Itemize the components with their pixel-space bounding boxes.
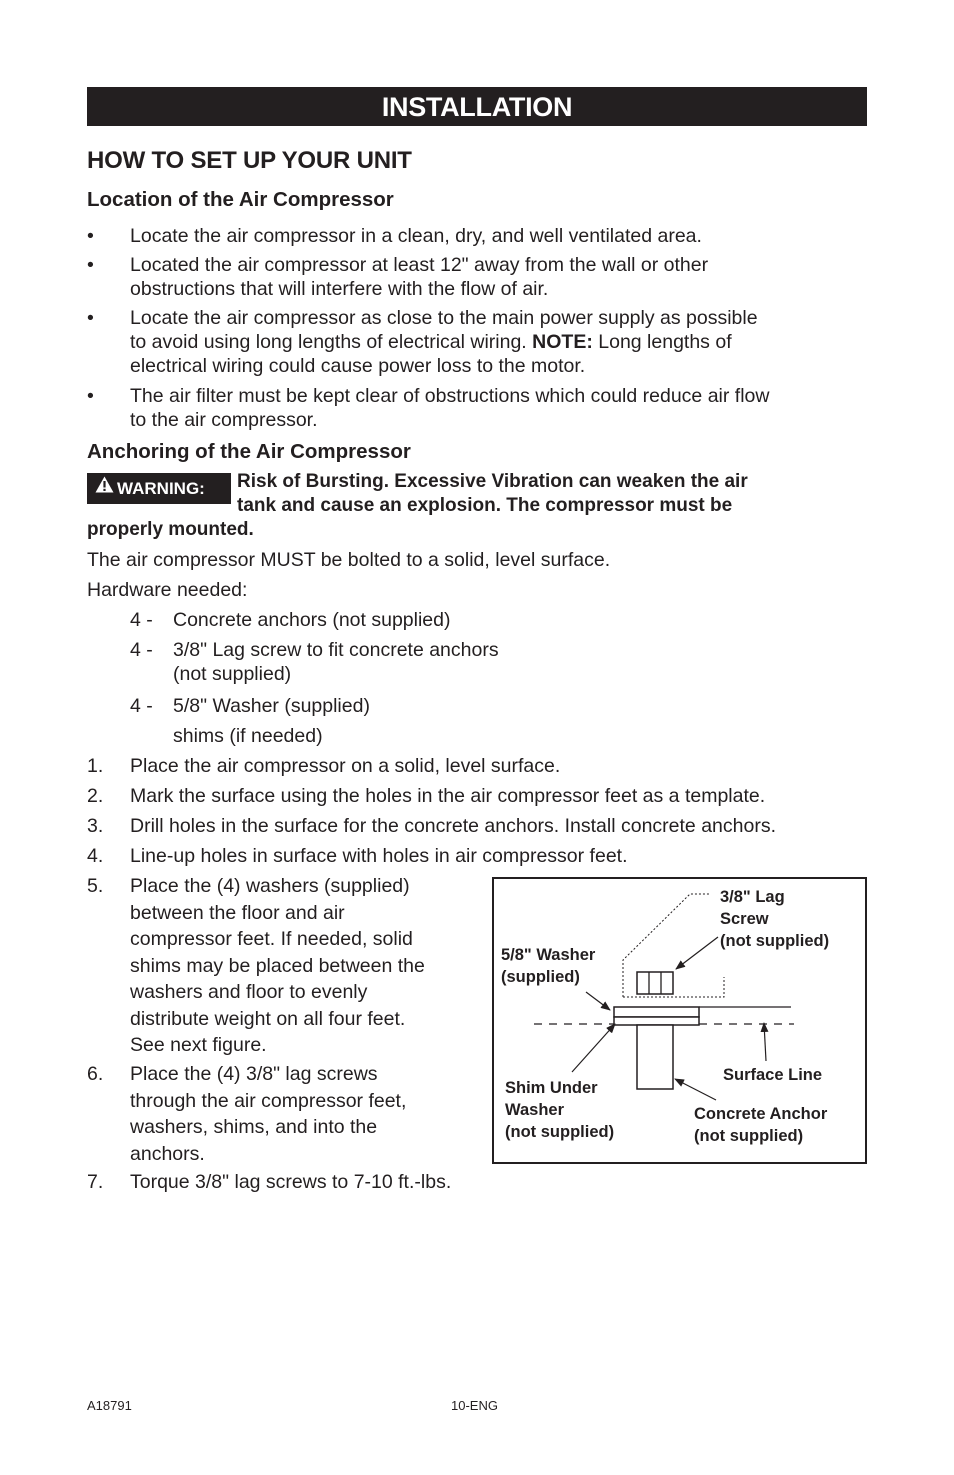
step-text: Mark the surface using the holes in the air compressor feet as a template. (130, 785, 766, 807)
hardware-item: Concrete anchors (not supplied) (173, 609, 451, 631)
step-text: shims may be placed between the (130, 954, 425, 977)
warning-text: Risk of Bursting. Excessive Vibration can weaken the air (237, 471, 748, 492)
step-number: 5. (87, 875, 104, 897)
mounting-instruction: The air compressor MUST be bolted to a solid, level surface. (87, 549, 611, 571)
label-line: (not supplied) (720, 932, 830, 950)
hardware-item: 3/8" Lag screw to fit concrete anchors (173, 639, 499, 661)
shim-label (505, 1077, 614, 1143)
list-item: Locate the air compressor in a clean, dry, and well ventilated area. (130, 225, 702, 247)
step-number: 1. (87, 755, 104, 777)
step-text: Line-up holes in surface with holes in air compressor feet. (130, 845, 628, 867)
label-line: (supplied) (501, 968, 580, 986)
anchoring-heading: Anchoring of the Air Compressor (87, 440, 411, 463)
location-heading: Location of the Air Compressor (87, 188, 394, 211)
page-heading: HOW TO SET UP YOUR UNIT (87, 147, 412, 174)
anchoring-diagram (492, 877, 867, 1164)
list-item: Located the air compressor at least 12" away from the wall or other (130, 254, 709, 276)
step-text: Place the air compressor on a solid, level surface. (130, 755, 561, 777)
step-text: See next figure. (130, 1034, 267, 1056)
note-label: NOTE: (532, 331, 593, 353)
step-text: washers and floor to evenly (130, 981, 368, 1003)
page-number: 10-ENG (451, 1398, 498, 1413)
step-text: Place the (4) 3/8" lag screws (130, 1063, 378, 1085)
surface-line-label: Surface Line (723, 1066, 823, 1084)
step-number: 3. (87, 815, 104, 837)
step-text: Torque 3/8" lag screws to 7-10 ft.-lbs. (130, 1171, 452, 1193)
bullet-dot: • (87, 385, 94, 407)
list-item: The air filter must be kept clear of obstructions which could reduce air flow (130, 385, 770, 407)
document-code: A18791 (87, 1398, 132, 1413)
step-number: 7. (87, 1171, 104, 1193)
step-text: between the floor and air (130, 901, 345, 924)
label-line: Concrete Anchor (694, 1105, 828, 1123)
hardware-item: (not supplied) (173, 663, 292, 685)
hardware-label: Hardware needed: (87, 579, 248, 601)
label-line: 3/8" Lag (720, 888, 785, 906)
label-line: (not supplied) (694, 1127, 804, 1145)
list-item-text: to avoid using long lengths of electrical wiring. (130, 331, 527, 353)
warning-triangle-icon (95, 472, 114, 503)
step-text: Place the (4) washers (supplied) (130, 875, 410, 897)
washer-label (501, 944, 595, 988)
warning-label: WARNING: (117, 479, 205, 498)
label-line: Shim Under (505, 1079, 598, 1097)
hardware-qty: 4 - (130, 609, 153, 631)
section-banner: INSTALLATION (87, 87, 867, 126)
bullet-dot: • (87, 225, 94, 247)
hardware-qty: 4 - (130, 639, 153, 661)
step-text: anchors. (130, 1142, 205, 1165)
warning-text: properly mounted. (87, 519, 254, 540)
bullet-dot: • (87, 254, 94, 276)
step-number: 4. (87, 845, 104, 867)
list-item (130, 330, 732, 354)
hardware-item: shims (if needed) (173, 725, 323, 747)
note-text: Long lengths of (598, 331, 732, 353)
list-item: Locate the air compressor as close to the main power supply as possible (130, 307, 758, 329)
label-line: Washer (505, 1101, 564, 1119)
step-text: distribute weight on all four feet. (130, 1007, 406, 1030)
label-line: 5/8" Washer (501, 946, 596, 964)
list-item: to the air compressor. (130, 409, 318, 431)
step-number: 2. (87, 785, 104, 807)
warning-badge (87, 473, 231, 504)
step-text: Drill holes in the surface for the concrete anchors. Install concrete anchors. (130, 815, 776, 837)
step-text: compressor feet. If needed, solid (130, 928, 413, 950)
hardware-qty: 4 - (130, 695, 153, 717)
hardware-item: 5/8" Washer (supplied) (173, 695, 370, 717)
label-line: (not supplied) (505, 1123, 615, 1141)
step-number: 6. (87, 1063, 104, 1085)
list-item: obstructions that will interfere with the flow of air. (130, 278, 549, 300)
lag-screw-label (720, 886, 829, 952)
warning-text: tank and cause an explosion. The compressor must be (237, 495, 733, 516)
step-text: washers, shims, and into the (130, 1116, 378, 1138)
bullet-dot: • (87, 307, 94, 329)
label-line: Screw (720, 910, 769, 928)
step-text: through the air compressor feet, (130, 1089, 407, 1112)
list-item: electrical wiring could cause power loss to the motor. (130, 355, 586, 377)
concrete-anchor-label (694, 1103, 827, 1147)
